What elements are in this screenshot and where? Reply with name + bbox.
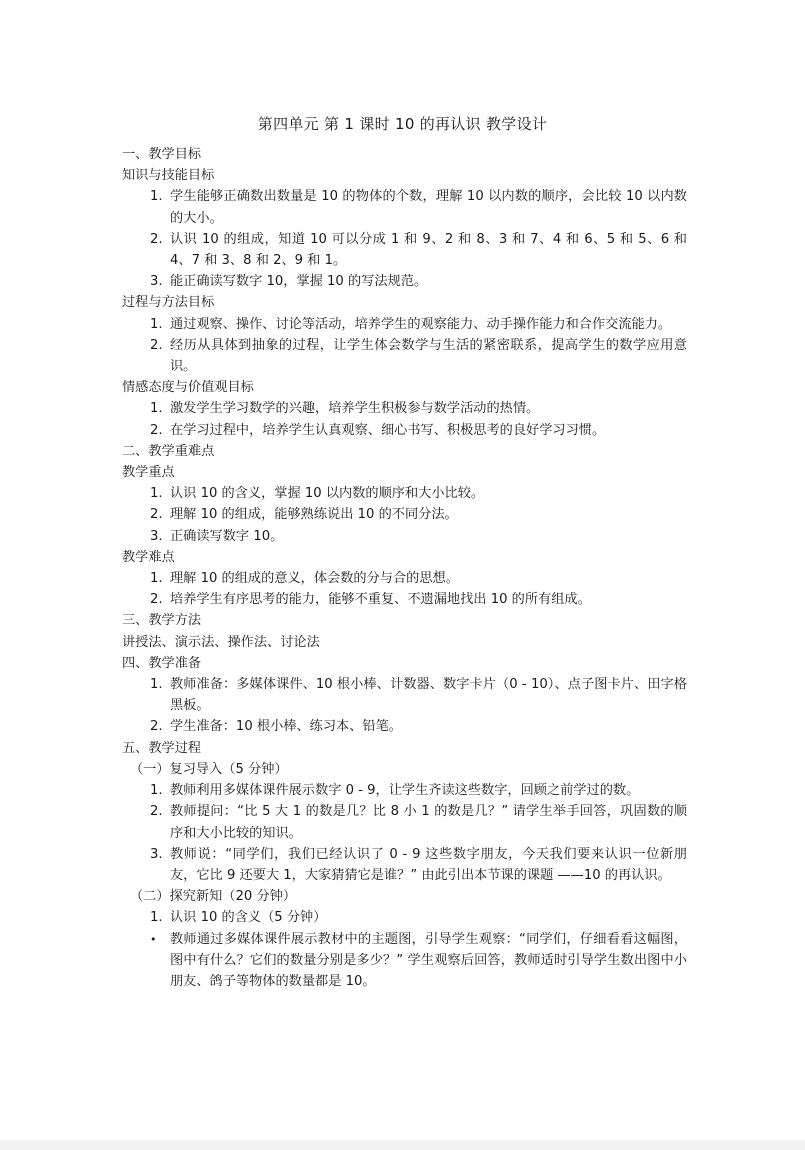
list-item (122, 844, 687, 886)
subsection-heading: 过程与方法目标 (122, 295, 215, 311)
list-item (122, 271, 687, 292)
item-text: 教师提问：“比 5 大 1 的数是几？比 8 小 1 的数是几？” 请学生举手回答，巩固数的顺序和大小比较的知识。 (170, 804, 687, 841)
item-number: 3. (150, 846, 163, 862)
bullet-list (122, 929, 687, 993)
subsection-heading: 教学难点 (122, 549, 175, 565)
list-item (122, 780, 687, 801)
subsection-heading: （一）复习导入（5 分钟） (130, 761, 288, 777)
numbered-list (122, 780, 687, 886)
item-number: 2. (150, 592, 163, 608)
item-text: 理解 10 的组成，能够熟练说出 10 的不同分法。 (170, 507, 458, 523)
list-item (122, 335, 687, 377)
item-text: 教师利用多媒体课件展示数字 0 - 9，让学生齐读这些数字，回顾之前学过的数。 (170, 783, 640, 799)
section-heading: 五、教学过程 (122, 740, 202, 756)
subsection-heading: （二）探究新知（20 分钟） (130, 889, 297, 905)
item-number: 2. (150, 422, 163, 438)
list-item (122, 483, 687, 504)
list-item (122, 420, 687, 441)
item-text: 理解 10 的组成的意义，体会数的分与合的思想。 (170, 571, 459, 587)
item-text: 认识 10 的含义（5 分钟） (170, 910, 327, 926)
list-item (122, 801, 687, 843)
item-number: 3. (150, 528, 163, 544)
list-item (122, 526, 687, 547)
numbered-list (122, 483, 687, 547)
list-item (122, 314, 687, 335)
item-text: 正确读写数字 10。 (170, 528, 284, 544)
bullet-icon: • (150, 932, 157, 946)
document-body (122, 144, 687, 992)
item-number: 1. (150, 783, 163, 799)
item-number: 1. (150, 401, 163, 417)
item-text: 教师通过多媒体课件展示教材中的主题图，引导学生观察：“同学们，仔细看看这幅图，图中有什么？它们的数量分别是多少？” 学生观察后回答，教师适时引导学生数出图中小朋友、鸽子等物体的数量都是 10。 (170, 931, 687, 989)
list-item (122, 568, 687, 589)
item-number: 1. (150, 316, 163, 332)
list-item (122, 589, 687, 610)
item-number: 2. (150, 507, 163, 523)
section-heading: 三、教学方法 (122, 613, 202, 629)
item-text: 学生准备：10 根小棒、练习本、铅笔。 (170, 719, 402, 735)
list-item (122, 929, 687, 993)
item-text: 认识 10 的含义，掌握 10 以内数的顺序和大小比较。 (170, 486, 485, 502)
numbered-list (122, 314, 687, 378)
item-number: 1. (150, 486, 163, 502)
numbered-list (122, 186, 687, 292)
numbered-list (122, 398, 687, 440)
list-item (122, 907, 687, 928)
item-text: 培养学生有序思考的能力，能够不重复、不遗漏地找出 10 的所有组成。 (170, 592, 591, 608)
list-item (122, 504, 687, 525)
list-item (122, 398, 687, 419)
item-text: 学生能够正确数出数量是 10 的物体的个数，理解 10 以内数的顺序，会比较 10 以内数的大小。 (170, 189, 687, 226)
item-number: 1. (150, 189, 163, 205)
item-text: 教师说：“同学们，我们已经认识了 0 - 9 这些数字朋友，今天我们要来认识一位新朋友，它比 9 还要大 1，大家猜猜它是谁？” 由此引出本节课的课题 ——10 的再认识。 (170, 846, 687, 883)
list-item (122, 186, 687, 228)
item-text: 能正确读写数字 10，掌握 10 的写法规范。 (170, 274, 428, 290)
section-heading: 四、教学准备 (122, 655, 202, 671)
numbered-list (122, 674, 687, 738)
item-text: 激发学生学习数学的兴趣，培养学生积极参与数学活动的热情。 (170, 401, 540, 417)
item-number: 1. (150, 910, 163, 926)
item-number: 1. (150, 677, 163, 693)
paragraph: 讲授法、演示法、操作法、讨论法 (122, 634, 320, 650)
subsection-heading: 教学重点 (122, 465, 175, 481)
item-text: 在学习过程中，培养学生认真观察、细心书写、积极思考的良好学习习惯。 (170, 422, 606, 438)
item-number: 2. (150, 719, 163, 735)
item-number: 3. (150, 274, 163, 290)
item-text: 经历从具体到抽象的过程，让学生体会数学与生活的紧密联系，提高学生的数学应用意识。 (170, 337, 687, 375)
item-number: 2. (150, 337, 163, 353)
numbered-list (122, 568, 687, 610)
item-number: 2. (150, 804, 163, 820)
page-bottom-edge (0, 1140, 805, 1150)
page-title: 第四单元 第 1 课时 10 的再认识 教学设计 (257, 115, 548, 133)
subsection-heading: 情感态度与价值观目标 (122, 380, 254, 396)
item-number: 1. (150, 571, 163, 587)
list-item (122, 716, 687, 737)
section-heading: 二、教学重难点 (122, 443, 215, 459)
list-item (122, 674, 687, 716)
item-text: 认识 10 的组成，知道 10 可以分成 1 和 9、2 和 8、3 和 7、4 和 6、5 和 5、6 和 4、7 和 3、8 和 2、9 和 1。 (170, 231, 687, 269)
numbered-list (122, 907, 687, 928)
subsection-heading: 知识与技能目标 (122, 168, 215, 184)
item-number: 2. (150, 231, 163, 247)
item-text: 教师准备：多媒体课件、10 根小棒、计数器、数字卡片（0 - 10）、点子图卡片、田字格黑板。 (170, 677, 687, 714)
list-item (122, 229, 687, 271)
item-text: 通过观察、操作、讨论等活动，培养学生的观察能力、动手操作能力和合作交流能力。 (170, 316, 672, 332)
section-heading: 一、教学目标 (122, 147, 202, 162)
